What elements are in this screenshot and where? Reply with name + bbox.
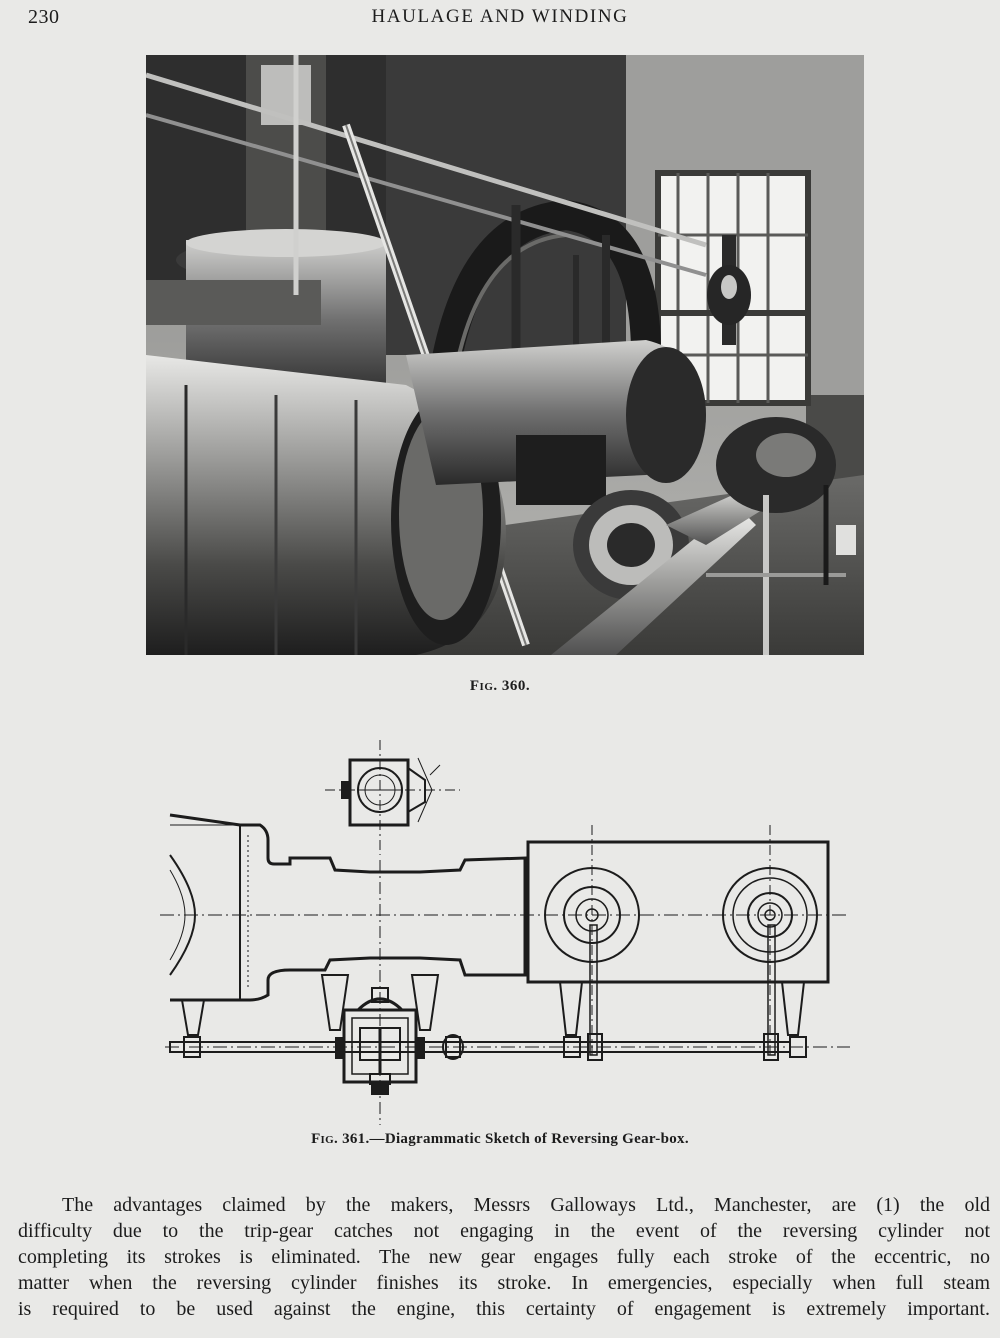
figure-361-diagram [160,730,860,1130]
body-line: is required to be used against the engine, this certainty of engagement is extremely important. [18,1298,990,1320]
page-number: 230 [28,6,60,28]
body-line: matter when the reversing cylinder finishes its stroke. In emergencies, especially when full steam [18,1272,990,1294]
figure-360-photo [146,55,864,655]
figure-361-caption [0,1131,1000,1148]
figure-361-caption-text: —Diagrammatic Sketch of Reversing Gear-box. [369,1131,689,1147]
running-head: HAULAGE AND WINDING [371,6,629,27]
figure-360-caption: Fig. 360. [469,678,531,694]
figure-361-label: Fig. 361. [311,1131,370,1147]
body-paragraph [18,1192,990,1322]
body-line: difficulty due to the trip-gear catches not engaging in the event of the reversing cylinder not [18,1220,990,1242]
body-line: The advantages claimed by the makers, Messrs Galloways Ltd., Manchester, are (1) the old [62,1194,990,1216]
body-line: completing its strokes is eliminated. The new gear engages fully each stroke of the eccentric, no [18,1246,990,1268]
